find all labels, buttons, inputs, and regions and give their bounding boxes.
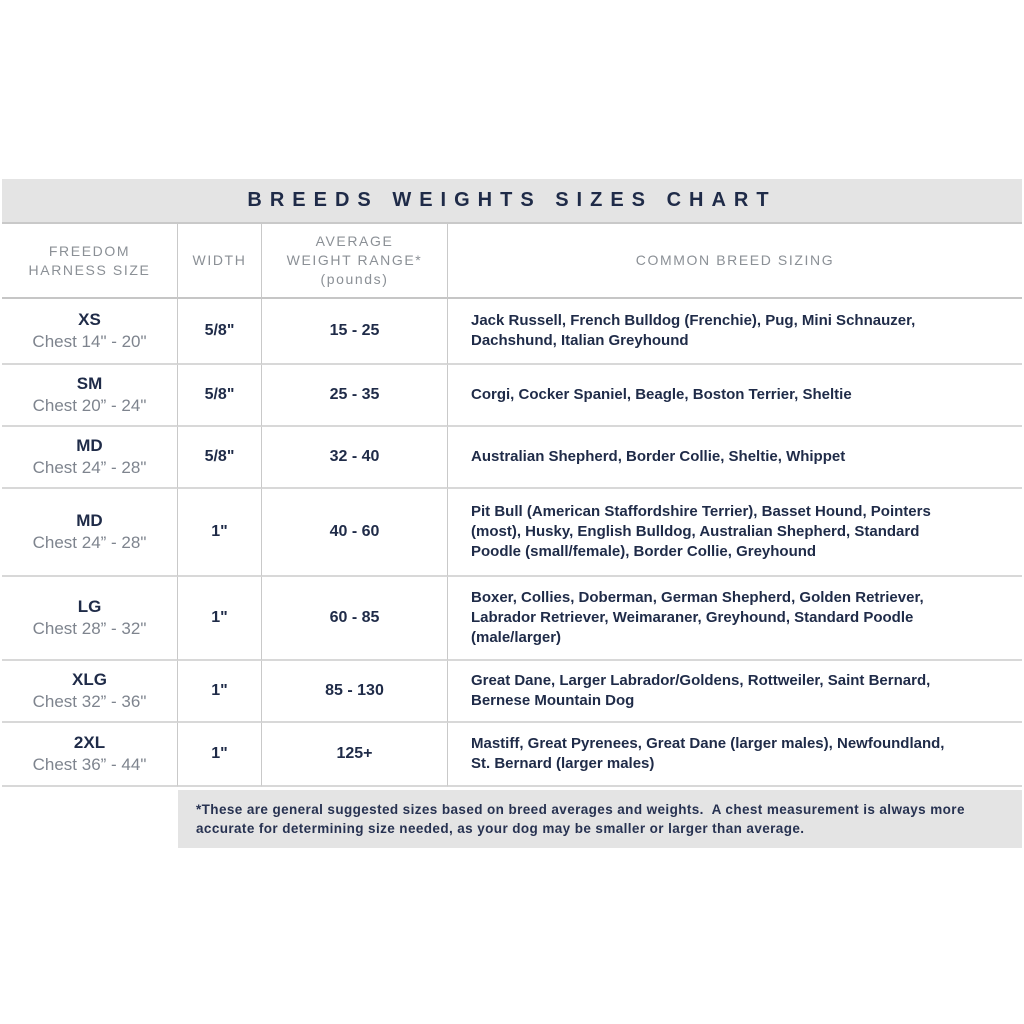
table-row xyxy=(2,299,1022,365)
size-label: XLG xyxy=(72,670,107,689)
size-label: LG xyxy=(77,597,102,616)
size-label: MD xyxy=(76,436,103,455)
table-row xyxy=(2,661,1022,723)
table-row xyxy=(2,427,1022,489)
breeds-list: Boxer, Collies, Doberman, German Shepherd, Golden Retriever, Labrador Retriever, Weimaraner, Greyhound, Standard Poodle (male/larger) xyxy=(471,589,924,646)
header-harness-size-line1: FREEDOM xyxy=(48,242,131,259)
breeds-cell xyxy=(448,661,1022,723)
chest-range: Chest 24” - 28" xyxy=(32,533,147,552)
size-cell xyxy=(2,489,178,577)
weight-value: 85 - 130 xyxy=(325,682,384,699)
breeds-list: Corgi, Cocker Spaniel, Beagle, Boston Terrier, Sheltie xyxy=(471,386,852,403)
width-cell xyxy=(178,723,262,787)
chest-range: Chest 28” - 32" xyxy=(32,619,147,638)
breeds-cell xyxy=(448,427,1022,489)
breeds-cell xyxy=(448,489,1022,577)
table-header-row xyxy=(2,224,1022,299)
weight-cell xyxy=(262,299,448,365)
header-breeds-label: COMMON BREED SIZING xyxy=(635,252,835,268)
footnote-spacer xyxy=(2,790,178,848)
chest-range: Chest 24” - 28" xyxy=(32,458,147,477)
breeds-list: Pit Bull (American Staffordshire Terrier), Basset Hound, Pointers (most), Husky, English Bulldog, Australian Shepherd, Standard Poodle (small/female), Border Collie, Greyhound xyxy=(471,503,931,560)
table-row xyxy=(2,577,1022,661)
size-label: XS xyxy=(78,310,101,329)
breeds-list: Jack Russell, French Bulldog (Frenchie), Pug, Mini Schnauzer, Dachshund, Italian Greyhound xyxy=(471,312,916,349)
chest-range: Chest 32” - 36" xyxy=(32,692,147,711)
footnote-text: *These are general suggested sizes based on breed averages and weights. A chest measurement is always more accurate for determining size needed, as your dog may be smaller or larger than average. xyxy=(196,802,970,836)
width-value: 5/8" xyxy=(204,322,235,339)
footnote-row xyxy=(2,790,1022,848)
width-cell xyxy=(178,661,262,723)
header-width xyxy=(178,224,262,299)
weight-cell xyxy=(262,661,448,723)
footnote-box xyxy=(178,790,1022,848)
weight-cell xyxy=(262,427,448,489)
weight-value: 60 - 85 xyxy=(329,609,380,626)
chart-title: BREEDS WEIGHTS SIZES CHART xyxy=(247,189,777,211)
breeds-cell xyxy=(448,577,1022,661)
size-cell xyxy=(2,365,178,427)
size-cell xyxy=(2,427,178,489)
width-cell xyxy=(178,365,262,427)
header-weight-line1: AVERAGE xyxy=(315,233,394,249)
size-cell xyxy=(2,577,178,661)
weight-cell xyxy=(262,723,448,787)
weight-value: 32 - 40 xyxy=(329,448,380,465)
header-weight-line2: WEIGHT RANGE* xyxy=(286,252,423,268)
table-row xyxy=(2,365,1022,427)
header-harness-size xyxy=(2,224,178,299)
width-value: 1" xyxy=(211,682,228,699)
size-label: 2XL xyxy=(73,733,106,752)
header-harness-size-line2: HARNESS SIZE xyxy=(28,261,151,278)
chest-range: Chest 36” - 44" xyxy=(32,755,147,774)
breeds-list: Great Dane, Larger Labrador/Goldens, Rottweiler, Saint Bernard, Bernese Mountain Dog xyxy=(471,672,931,709)
breeds-cell xyxy=(448,723,1022,787)
width-cell xyxy=(178,489,262,577)
size-label: MD xyxy=(76,511,103,530)
weight-value: 25 - 35 xyxy=(329,386,380,403)
chest-range: Chest 14" - 20" xyxy=(32,332,147,351)
header-weight-range xyxy=(262,224,448,299)
table-row xyxy=(2,723,1022,787)
table-row xyxy=(2,489,1022,577)
size-cell xyxy=(2,661,178,723)
width-value: 5/8" xyxy=(204,448,235,465)
weight-cell xyxy=(262,577,448,661)
breeds-list: Australian Shepherd, Border Collie, Sheltie, Whippet xyxy=(471,448,846,465)
chart-title-band xyxy=(2,179,1022,224)
header-common-breed-sizing xyxy=(448,224,1022,299)
width-value: 5/8" xyxy=(204,386,235,403)
weight-value: 15 - 25 xyxy=(329,322,380,339)
header-weight-line3: (pounds) xyxy=(320,271,389,287)
sizing-chart xyxy=(2,179,1022,848)
weight-cell xyxy=(262,489,448,577)
breeds-cell xyxy=(448,365,1022,427)
header-width-label: WIDTH xyxy=(192,252,247,268)
size-label: SM xyxy=(76,374,103,393)
chest-range: Chest 20” - 24" xyxy=(32,396,147,415)
width-cell xyxy=(178,427,262,489)
breeds-list: Mastiff, Great Pyrenees, Great Dane (larger males), Newfoundland, St. Bernard (larger males) xyxy=(471,735,945,772)
width-cell xyxy=(178,577,262,661)
width-cell xyxy=(178,299,262,365)
weight-value: 40 - 60 xyxy=(329,523,380,540)
size-cell xyxy=(2,299,178,365)
size-cell xyxy=(2,723,178,787)
width-value: 1" xyxy=(211,523,228,540)
weight-value: 125+ xyxy=(336,745,373,762)
breeds-cell xyxy=(448,299,1022,365)
width-value: 1" xyxy=(211,609,228,626)
width-value: 1" xyxy=(211,745,228,762)
weight-cell xyxy=(262,365,448,427)
